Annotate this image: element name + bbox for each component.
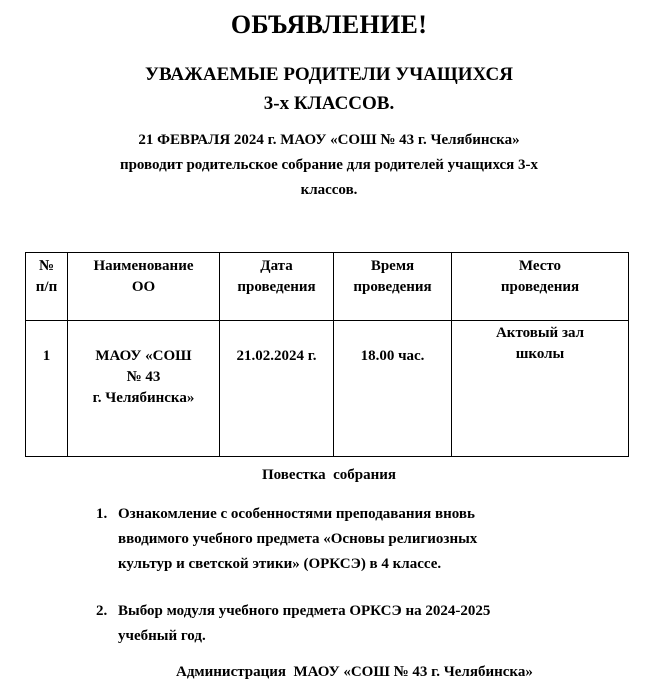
header-place <box>452 253 629 321</box>
list-item <box>96 599 588 649</box>
header-text: п/п <box>35 279 58 295</box>
footer-signature: Администрация МАОУ «СОШ № 43 г. Челябинска» <box>176 664 533 680</box>
cell-time: 18.00 час. <box>334 321 452 457</box>
agenda-title: Повестка собрания <box>261 467 397 483</box>
header-number <box>26 253 68 321</box>
cell-text: школы <box>515 346 565 362</box>
header-text: Время <box>370 258 415 274</box>
header-organization <box>68 253 220 321</box>
cell-organization <box>68 321 220 457</box>
cell-number: 1 <box>26 321 68 457</box>
meeting-table <box>25 252 629 457</box>
intro-line: проводит родительское собрание для родителей учащихся 3-х <box>119 157 539 173</box>
subtitle-line: 3-х КЛАССОВ. <box>263 93 395 114</box>
list-item-line: вводимого учебного предмета «Основы религиозных <box>118 531 478 547</box>
header-date <box>220 253 334 321</box>
header-time <box>334 253 452 321</box>
cell-text: МАОУ «СОШ <box>95 348 192 364</box>
list-item-number: 2. <box>96 603 108 619</box>
agenda-list <box>96 502 588 649</box>
list-item-line: культур и светской этики» (ОРКСЭ) в 4 классе. <box>118 556 442 572</box>
table-row <box>26 321 629 457</box>
header-text: Дата <box>260 258 293 274</box>
header-text: Место <box>518 258 562 274</box>
subtitle-line: УВАЖАЕМЫЕ РОДИТЕЛИ УЧАЩИХСЯ <box>145 64 513 85</box>
list-item-line: Ознакомление с особенностями преподавания вновь <box>118 506 475 522</box>
notice-subtitle <box>0 60 658 118</box>
list-item-number: 1. <box>96 506 108 522</box>
list-item <box>96 502 588 577</box>
list-item-line: учебный год. <box>118 628 206 644</box>
header-text: Наименование <box>93 258 194 274</box>
header-text: ОО <box>131 279 156 295</box>
notice-intro <box>60 128 598 203</box>
cell-place <box>452 321 629 457</box>
cell-date: 21.02.2024 г. <box>220 321 334 457</box>
cell-text: г. Челябинска» <box>92 390 195 406</box>
header-text: проведения <box>237 279 316 295</box>
intro-line: 21 ФЕВРАЛЯ 2024 г. МАОУ «СОШ № 43 г. Челябинска» <box>138 132 520 148</box>
cell-text: № 43 <box>126 369 161 385</box>
list-item-line: Выбор модуля учебного предмета ОРКСЭ на 2024-2025 <box>118 603 491 619</box>
header-text: проведения <box>353 279 432 295</box>
notice-title: ОБЪЯВЛЕНИЕ! <box>230 10 428 39</box>
header-text: № <box>38 258 55 274</box>
cell-text: Актовый зал <box>495 325 585 341</box>
intro-line: классов. <box>300 182 358 198</box>
header-text: проведения <box>500 279 580 295</box>
table-header-row <box>26 253 629 321</box>
